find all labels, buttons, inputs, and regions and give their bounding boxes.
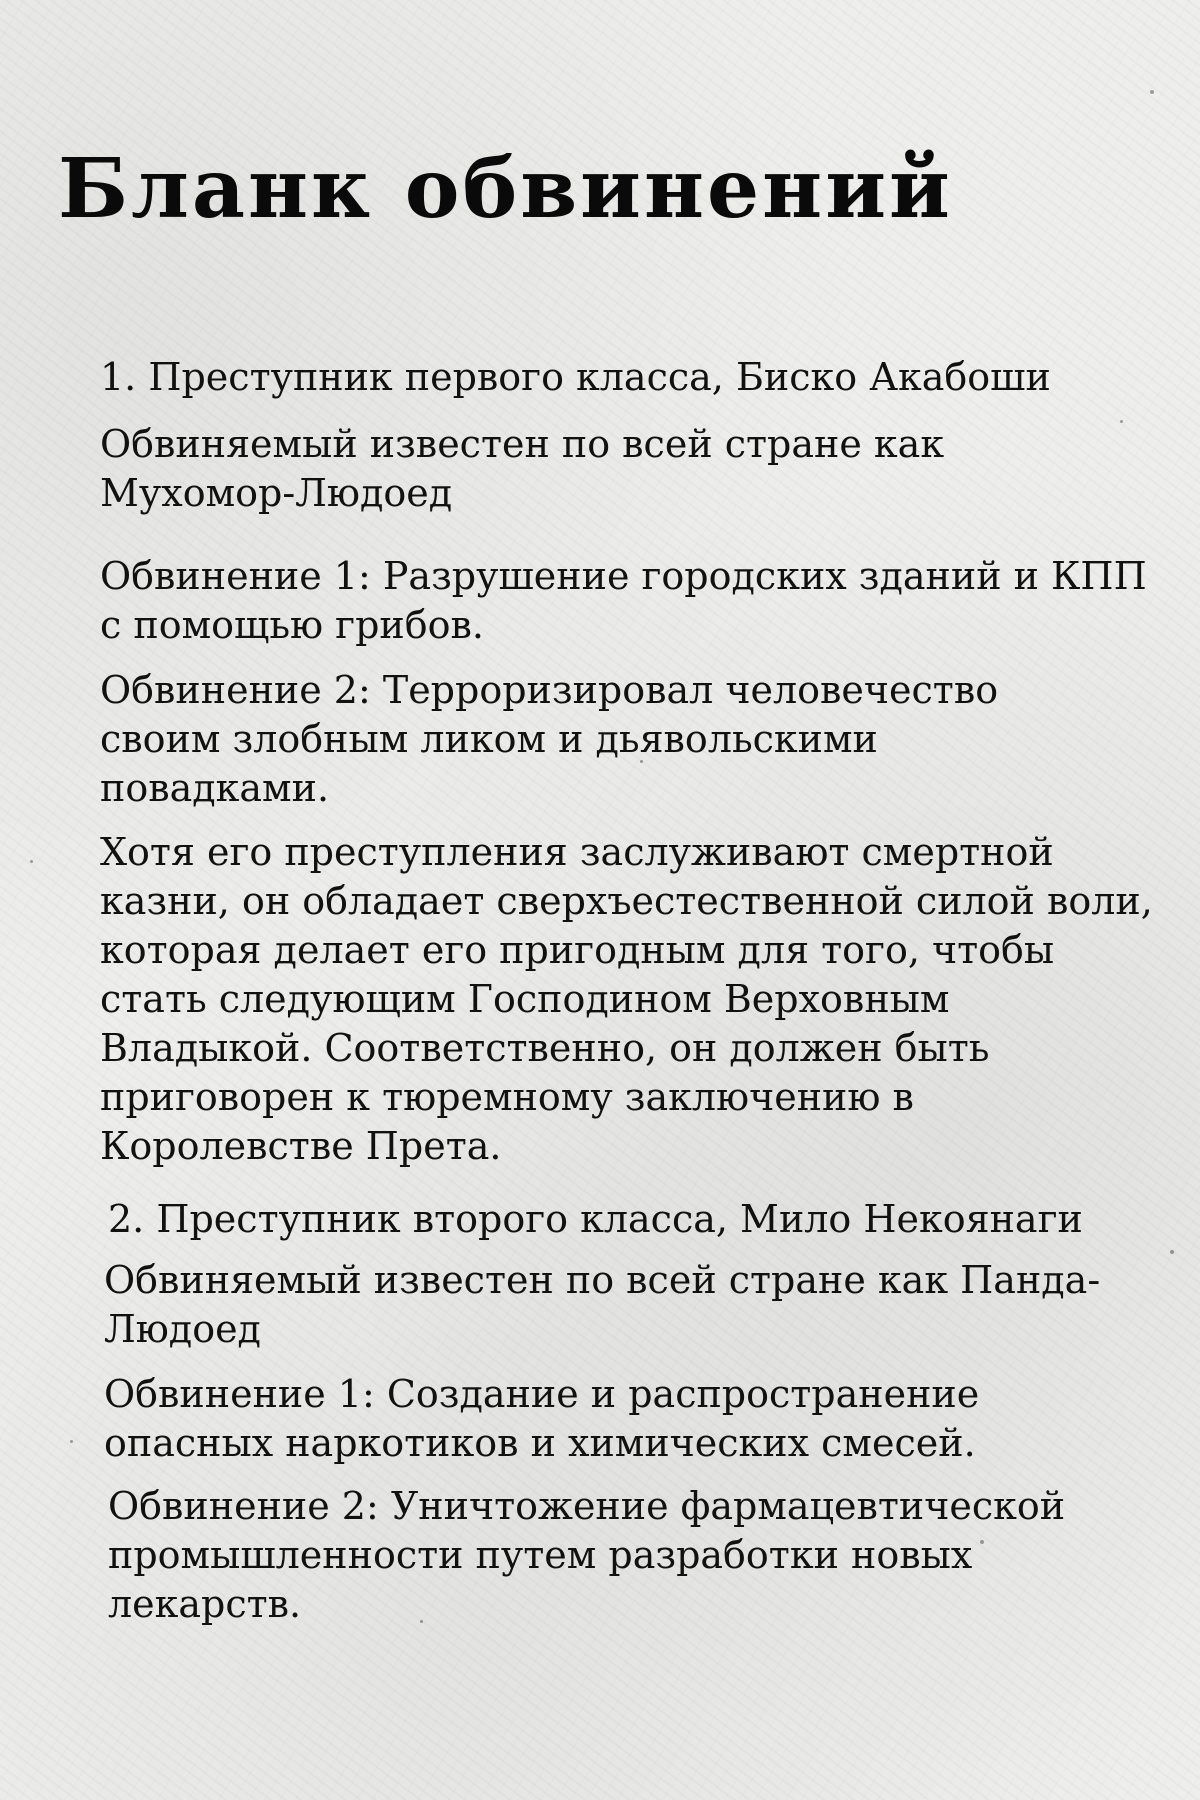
criminal-1-verdict: Хотя его преступления заслуживают смертной казни, он обладает сверхъестественной силой воли, которая делает его пригодным для того, чтобы стать следующим Господином Верховным Владыкой. Соответственно, он должен быть приговорен к тюремному заключению в Королевстве Прета. xyxy=(100,830,1153,1168)
paper-speck xyxy=(1120,420,1123,423)
criminal-1-charge-2: Обвинение 2: Терроризировал человечество своим злобным ликом и дьявольскими повадками. xyxy=(100,668,999,810)
criminal-2-heading: 2. Преступник второго класса, Мило Некоянаги xyxy=(108,1197,1083,1241)
paper-speck xyxy=(1170,1250,1174,1254)
criminal-1-charge-1: Обвинение 1: Разрушение городских зданий и КПП с помощью грибов. xyxy=(100,554,1147,647)
criminal-2-charge-2: Обвинение 2: Уничтожение фармацевтической промышленности путем разработки новых лекарств. xyxy=(108,1484,1066,1626)
paper-speck xyxy=(1150,90,1154,94)
criminal-2-charge-1: Обвинение 1: Создание и распространение опасных наркотиков и химических смесей. xyxy=(104,1372,980,1465)
criminal-2-known-as: Обвиняемый известен по всей стране как Панда-Людоед xyxy=(104,1258,1101,1351)
page-title: Бланк обвинений xyxy=(58,141,953,237)
criminal-1-heading: 1. Преступник первого класса, Биско Акабоши xyxy=(100,355,1051,399)
paper-speck xyxy=(30,860,33,863)
paper-speck xyxy=(70,1440,73,1443)
criminal-1-known-as: Обвиняемый известен по всей стране как Мухомор-Людоед xyxy=(100,422,945,515)
